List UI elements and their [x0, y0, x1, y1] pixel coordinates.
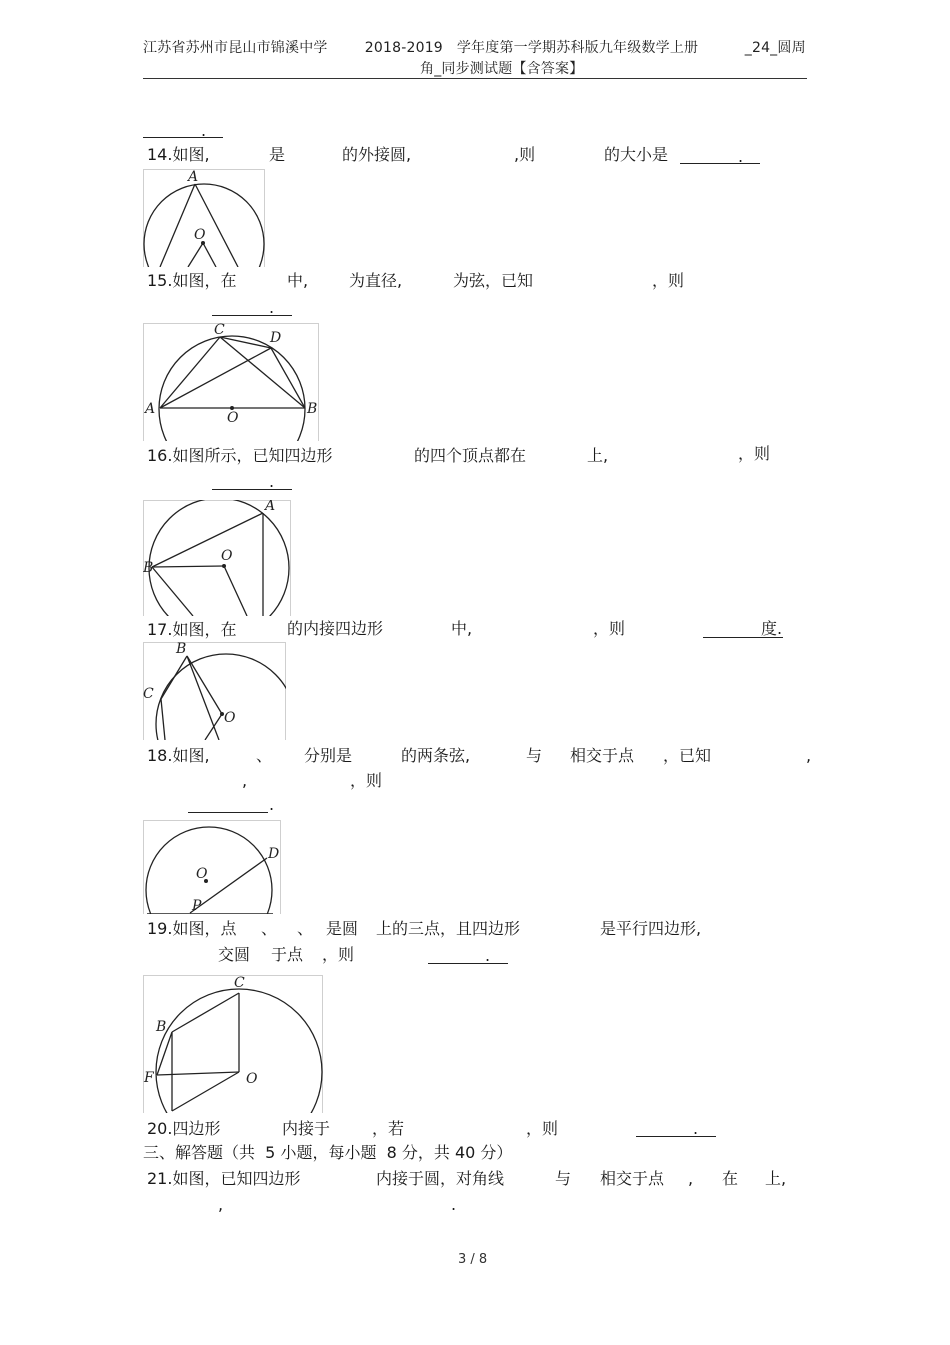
point-label-D: D: [270, 330, 282, 346]
q14-number: 14.如图,: [147, 145, 210, 164]
q16-figure: [143, 500, 291, 616]
blank-period: .: [269, 298, 275, 317]
q19-text: 、: [261, 919, 278, 938]
q21-text: 与: [555, 1169, 572, 1188]
q18-text: ,: [806, 746, 812, 765]
point-label-B: B: [156, 1019, 167, 1035]
q16-circle-diagram: [143, 500, 291, 616]
blank-period: .: [738, 147, 744, 166]
point-label-O: O: [221, 548, 233, 564]
q20-answer-blank: [636, 1136, 716, 1137]
q17-text: 中,: [451, 619, 473, 638]
q18-answer-blank: [188, 812, 268, 813]
q18-text: 、: [256, 746, 273, 765]
q18-text: ，已知: [663, 746, 712, 765]
q21-text: 相交于点: [600, 1169, 665, 1188]
q16-answer-blank: [212, 489, 292, 490]
q20-text: ，则: [526, 1119, 559, 1138]
q16-text: ，则: [738, 444, 771, 463]
q21-number: 21.如图，已知四边形: [147, 1169, 301, 1188]
point-label-A: A: [188, 169, 199, 185]
point-label-O: O: [224, 710, 236, 726]
point-label-C: C: [214, 323, 225, 338]
q19-text: 于点: [271, 945, 304, 964]
q20-number: 20.四边形: [147, 1119, 221, 1138]
q19-text: ，则: [322, 945, 355, 964]
q17-text: ，则: [593, 619, 626, 638]
q17-figure: [143, 642, 286, 740]
point-label-O: O: [194, 227, 206, 243]
q15-text: ，则: [652, 271, 685, 290]
q19-number: 19.如图，点: [147, 919, 237, 938]
q21-text: ,: [688, 1169, 694, 1188]
q18-circle-diagram: [143, 820, 281, 914]
answer-blank: [143, 137, 223, 138]
q15-answer-blank: [212, 315, 292, 316]
q14-figure: [143, 169, 265, 267]
point-label-A: A: [145, 401, 156, 417]
q17-circle-diagram: [143, 642, 286, 740]
q18-text: 相交于点: [570, 746, 635, 765]
q14-text: 是: [269, 145, 286, 164]
blank-period: .: [485, 946, 491, 965]
q21-text: 上,: [765, 1169, 787, 1188]
q18-number: 18.如图,: [147, 746, 210, 765]
q21-text: ,: [218, 1195, 224, 1214]
point-label-C: C: [234, 975, 245, 991]
point-label-P: P: [192, 898, 202, 914]
q14-circle-diagram: [143, 169, 265, 267]
q17-number: 17.如图，在: [147, 620, 237, 639]
point-label-F: F: [144, 1070, 154, 1086]
q19-text: 、: [297, 919, 314, 938]
q20-text: ，若: [372, 1119, 405, 1138]
point-label-A: A: [265, 500, 276, 514]
q21-text: .: [451, 1195, 457, 1214]
point-label-B: B: [143, 560, 154, 576]
q17-degree-unit: 度.: [761, 619, 783, 638]
q18-text: ,: [242, 771, 248, 790]
q15-number: 15.如图，在: [147, 271, 237, 290]
q19-text: 是平行四边形,: [600, 919, 702, 938]
q14-text: 的外接圆,: [342, 145, 412, 164]
point-label-O: O: [227, 410, 239, 426]
q18-figure: [143, 820, 281, 914]
q19-text: 交圆: [218, 945, 251, 964]
q19-circle-diagram: [143, 975, 323, 1113]
point-label-C: C: [143, 686, 154, 702]
header-line-1: 江苏省苏州市昆山市锦溪中学 2018-2019 学年度第一学期苏科版九年级数学上册 _24_圆周: [143, 40, 806, 56]
header-line-2: 角_同步测试题【含答案】: [420, 61, 584, 77]
section-3-title: 三、解答题（共 5 小题，每小题 8 分，共 40 分）: [143, 1143, 513, 1162]
point-label-O: O: [246, 1071, 258, 1087]
q18-text: 与: [526, 746, 543, 765]
q16-number: 16.如图所示，已知四边形: [147, 446, 333, 465]
q14-text: ,则: [514, 145, 536, 164]
q18-text: 的两条弦,: [401, 746, 471, 765]
q16-text: 上,: [587, 446, 609, 465]
q18-text: 分别是: [304, 746, 353, 765]
point-label-B: B: [176, 642, 187, 657]
blank-period: .: [201, 121, 207, 140]
q14-answer-blank: [680, 163, 760, 164]
q21-text: 内接于圆，对角线: [376, 1169, 505, 1188]
page-number: 3 / 8: [458, 1252, 488, 1267]
q15-text: 为弦，已知: [453, 271, 534, 290]
q14-text: 的大小是: [604, 145, 669, 164]
q19-figure: [143, 975, 323, 1113]
q20-text: 内接于: [282, 1119, 331, 1138]
q19-text: 上的三点，且四边形: [376, 919, 521, 938]
q18-text: ，则: [350, 771, 383, 790]
point-label-D: D: [268, 846, 280, 862]
q19-text: 是圆: [326, 919, 359, 938]
q16-text: 的四个顶点都在: [414, 446, 527, 465]
blank-period: .: [693, 1119, 699, 1138]
q15-text: 中,: [287, 271, 309, 290]
q21-text: 在: [722, 1169, 739, 1188]
header-rule: [143, 78, 807, 79]
blank-period: .: [269, 795, 275, 814]
point-label-O: O: [196, 866, 208, 882]
q17-text: 的内接四边形: [287, 619, 384, 638]
q15-text: 为直径,: [349, 271, 403, 290]
q19-answer-blank: [428, 963, 508, 964]
point-label-B: B: [307, 401, 318, 417]
blank-period: .: [269, 472, 275, 491]
q15-circle-diagram: [143, 323, 319, 441]
q15-figure: [143, 323, 319, 441]
